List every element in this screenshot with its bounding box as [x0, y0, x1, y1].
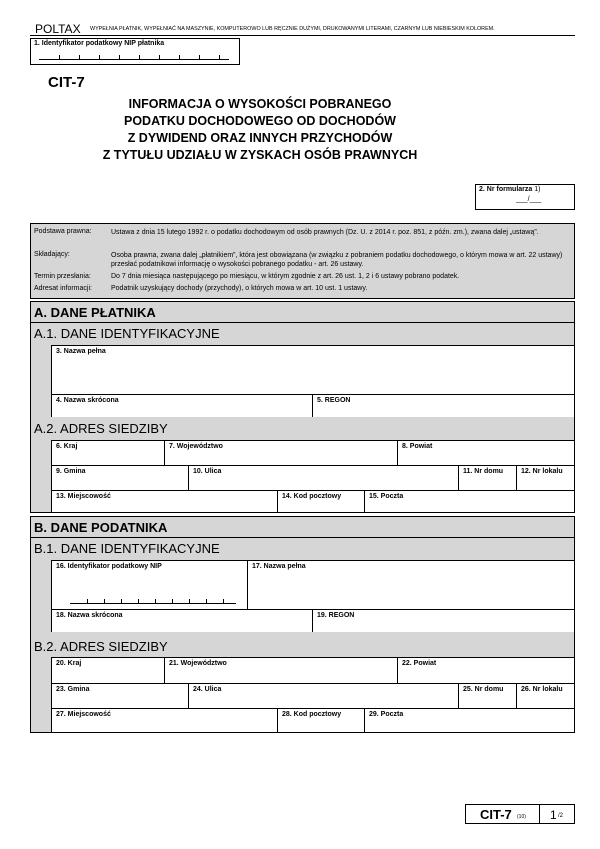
field-15-label: 15. Poczta — [369, 493, 404, 500]
field-23-municipality[interactable] — [51, 683, 188, 708]
field-3-label: 3. Nazwa pełna — [56, 348, 106, 355]
header-rule — [30, 35, 575, 36]
title-line-2: PODATKU DOCHODOWEGO OD DOCHODÓW — [124, 114, 396, 128]
field-27-label: 27. Miejscowość — [56, 711, 111, 718]
legal-key-addressee: Adresat informacji: — [34, 285, 92, 292]
field-11-label: 11. Nr domu — [463, 468, 504, 475]
field-15-post-office[interactable] — [364, 490, 574, 512]
field-20-country[interactable] — [51, 657, 164, 683]
form-number-field[interactable] — [475, 184, 575, 210]
section-a-panel — [30, 301, 575, 513]
title-line-1: INFORMACJA O WYSOKOŚCI POBRANEGO — [128, 97, 392, 111]
footer-form-code: CIT-7 — [480, 807, 512, 822]
section-b-title: B. DANE PODATNIKA — [34, 520, 168, 535]
form-code-title: CIT-7 — [48, 74, 85, 91]
footer-page-total: /2 — [558, 813, 564, 819]
field-3-full-name[interactable] — [51, 345, 574, 394]
field-12-label: 12. Nr lokalu — [521, 468, 563, 475]
field-20-label: 20. Kraj — [56, 660, 82, 667]
field-5-regon[interactable] — [312, 394, 574, 417]
field-7-label: 7. Województwo — [169, 443, 223, 450]
field-13-label: 13. Miejscowość — [56, 493, 111, 500]
footer-form-version: (10) — [517, 814, 526, 820]
field-16-taxpayer-nip[interactable] — [51, 560, 247, 609]
legal-value-basis: Ustawa z dnia 15 lutego 1992 r. o podatku dochodowym od osób prawnych (Dz. U. z 2014 r. poz. 851, z późn. zm.), zwana dalej „ustawą”. — [111, 229, 539, 236]
header-instructions: WYPEŁNIA PŁATNIK, WYPEŁNIAĆ NA MASZYNIE, KOMPUTEROWO LUB RĘCZNIE DUŻYMI, DRUKOWANYMI LITERAMI, CZARNYM LUB NIEBIESKIM KOLOREM. — [90, 26, 495, 32]
field-21-voivodeship[interactable] — [164, 657, 397, 683]
field-18-short-name[interactable] — [51, 609, 312, 632]
section-a-title: A. DANE PŁATNIKA — [34, 305, 156, 320]
payer-nip-field[interactable] — [30, 38, 240, 65]
form-title — [60, 96, 460, 164]
field-8-county[interactable] — [397, 440, 574, 465]
field-16-label: 16. Identyfikator podatkowy NIP — [56, 563, 162, 570]
field-14-postal-code[interactable] — [277, 490, 364, 512]
field-29-post-office[interactable] — [364, 708, 574, 732]
section-a2-title: A.2. ADRES SIEDZIBY — [34, 421, 168, 436]
field-6-label: 6. Kraj — [56, 443, 78, 450]
field-9-label: 9. Gmina — [56, 468, 86, 475]
field-18-label: 18. Nazwa skrócona — [56, 612, 123, 619]
field-19-label: 19. REGON — [317, 612, 355, 619]
legal-key-deadline: Termin przesłania: — [34, 273, 91, 280]
field-19-regon[interactable] — [312, 609, 574, 632]
field-7-voivodeship[interactable] — [164, 440, 397, 465]
field-27-city[interactable] — [51, 708, 277, 732]
footer-page-current: 1 — [550, 808, 557, 822]
section-b-panel — [30, 516, 575, 733]
field-5-label: 5. REGON — [317, 397, 351, 404]
field-17-label: 17. Nazwa pełna — [252, 563, 306, 570]
field-10-street[interactable] — [188, 465, 458, 490]
form-number-label: 2. Nr formularza — [479, 186, 533, 193]
payer-nip-boxes — [39, 53, 229, 60]
brand-label: POLTAX — [35, 22, 81, 36]
field-8-label: 8. Powiat — [402, 443, 433, 450]
field-26-label: 26. Nr lokalu — [521, 686, 563, 693]
section-a1-title: A.1. DANE IDENTYFIKACYJNE — [34, 326, 220, 341]
legal-key-submitter: Składający: — [34, 251, 70, 258]
field-24-street[interactable] — [188, 683, 458, 708]
field-6-country[interactable] — [51, 440, 164, 465]
field-22-label: 22. Powiat — [402, 660, 437, 667]
field-28-postal-code[interactable] — [277, 708, 364, 732]
field-23-label: 23. Gmina — [56, 686, 90, 693]
field-12-apartment-number[interactable] — [516, 465, 574, 490]
legal-value-addressee: Podatnik uzyskujący dochody (przychody), o których mowa w art. 10 ust. 1 ustawy. — [111, 285, 368, 292]
field-21-label: 21. Województwo — [169, 660, 227, 667]
legal-info-box — [30, 223, 575, 299]
field-22-county[interactable] — [397, 657, 574, 683]
field-24-label: 24. Ulica — [193, 686, 222, 693]
form-number-pattern: ___/___ — [516, 196, 542, 203]
taxpayer-nip-boxes — [70, 597, 236, 604]
field-11-house-number[interactable] — [458, 465, 516, 490]
footer-page-number — [540, 804, 575, 824]
field-17-full-name[interactable] — [247, 560, 574, 609]
form-number-footnote: 1) — [534, 186, 541, 193]
title-line-4: Z TYTUŁU UDZIAŁU W ZYSKACH OSÓB PRAWNYCH — [102, 148, 418, 162]
section-b1-title: B.1. DANE IDENTYFIKACYJNE — [34, 541, 220, 556]
field-4-label: 4. Nazwa skrócona — [56, 397, 119, 404]
field-25-label: 25. Nr domu — [463, 686, 504, 693]
footer-form-id — [465, 804, 540, 824]
field-25-house-number[interactable] — [458, 683, 516, 708]
legal-value-submitter: Osoba prawna, zwana dalej „płatnikiem”, która jest obowiązana (w związku z pobraniem podatku dochodowego, o którym mowa w art. 22 ustawy) przesłać podatnikowi informację o wysokości pobranego podatku - art. 26 ustawy. — [111, 252, 563, 268]
field-4-short-name[interactable] — [51, 394, 312, 417]
section-b2-title: B.2. ADRES SIEDZIBY — [34, 639, 168, 654]
field-13-city[interactable] — [51, 490, 277, 512]
field-26-apartment-number[interactable] — [516, 683, 574, 708]
field-28-label: 28. Kod pocztowy — [282, 711, 342, 718]
legal-key-basis: Podstawa prawna: — [34, 228, 92, 235]
title-line-3: Z DYWIDEND ORAZ INNYCH PRZYCHODÓW — [127, 131, 393, 145]
field-29-label: 29. Poczta — [369, 711, 404, 718]
field-14-label: 14. Kod pocztowy — [282, 493, 342, 500]
payer-nip-label: 1. Identyfikator podatkowy NIP płatnika — [34, 40, 165, 47]
field-9-municipality[interactable] — [51, 465, 188, 490]
legal-value-deadline: Do 7 dnia miesiąca następującego po miesiącu, w którym zgodnie z art. 26 ust. 1, 2 i 6 ustawy pobrano podatek. — [111, 273, 460, 280]
field-10-label: 10. Ulica — [193, 468, 222, 475]
